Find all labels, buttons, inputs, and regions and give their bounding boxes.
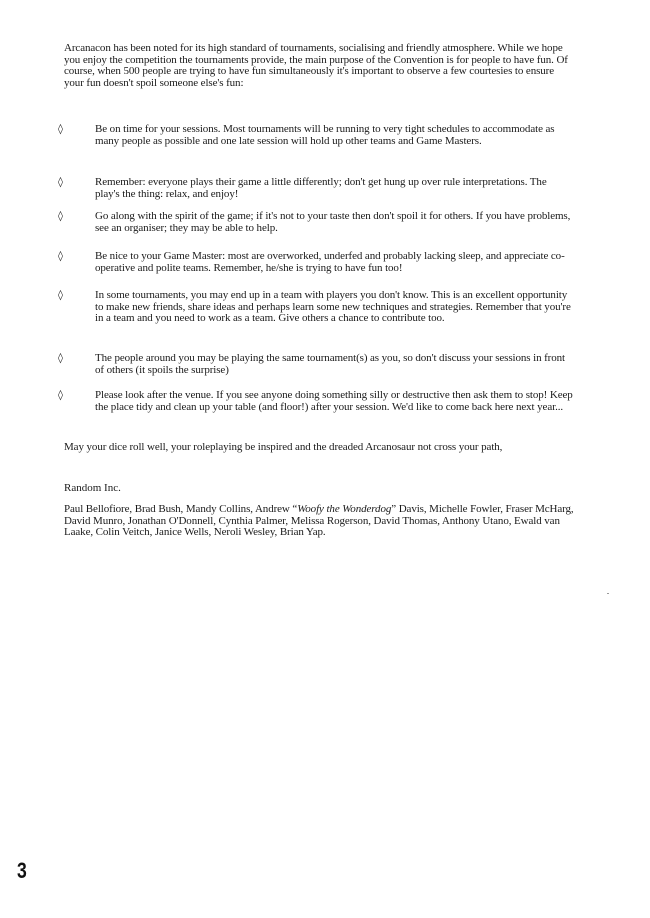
credits-nickname: Woofy the Wonderdog — [297, 503, 392, 515]
intro-paragraph: Arcanacon has been noted for its high standard of tournaments, socialising and friendly atmosphere. While we hope you enjoy the competition the tournaments provide, the main purpose of the Convention is for people to have fun. Of course, when 500 people are trying to have fun simultaneously it's important to observe a few courtesies to ensure your fun doesn't spoil someone else's fun: — [64, 42, 568, 89]
closing-paragraph: May your dice roll well, your roleplaying be inspired and the dreaded Arcanosaur not cross your path, — [64, 441, 503, 453]
credits-list — [64, 504, 574, 539]
list-item-text: Please look after the venue. If you see anyone doing something silly or destructive then ask them to stop! Keep the place tidy and clean up your table (and floor!) after your session. We'd like to come back here next year... — [95, 389, 573, 413]
credits-text-start: Paul Bellofiore, Brad Bush, Mandy Collins, Andrew “ — [64, 503, 298, 515]
credits-text-end: ” Davis, Michelle Fowler, Fraser McHarg, David Munro, Jonathan O'Donnell, Cynthia Palmer, Melissa Rogerson, David Thomas, Anthony Utano, Ewald van Laake, Colin Veitch, Janice Wells, Neroli Wesley, Brian Yap. — [64, 503, 574, 539]
signoff: Random Inc. — [64, 482, 121, 494]
list-item-text: Remember: everyone plays their game a little differently; don't get hung up over rule interpretations. The play's the thing: relax, and enjoy! — [95, 176, 547, 200]
scan-speck — [607, 593, 609, 594]
list-item-text: The people around you may be playing the same tournament(s) as you, so don't discuss your sessions in front of others (it spoils the surprise) — [95, 352, 566, 376]
list-item-text: Be nice to your Game Master: most are overworked, underfed and probably lacking sleep, and appreciate co-operative and polite teams. Remember, he/she is trying to have fun too! — [95, 250, 565, 274]
page-number: 3 — [17, 858, 27, 883]
diamond-bullet-icon: ◊ — [58, 124, 63, 135]
diamond-bullet-icon: ◊ — [58, 211, 63, 222]
list-item-text: Go along with the spirit of the game; if it's not to your taste then don't spoil it for others. If you have problems, see an organiser; they may be able to help. — [95, 210, 571, 234]
diamond-bullet-icon: ◊ — [58, 177, 63, 188]
diamond-bullet-icon: ◊ — [58, 353, 63, 364]
diamond-bullet-icon: ◊ — [58, 390, 63, 401]
list-item-text: In some tournaments, you may end up in a team with players you don't know. This is an excellent opportunity to make new friends, share ideas and perhaps learn some new techniques and strategies. Remember that you're in a team and you need to work as a team. Give others a chance to contribute too. — [95, 289, 571, 324]
diamond-bullet-icon: ◊ — [58, 251, 63, 262]
list-item-text: Be on time for your sessions. Most tournaments will be running to very tight schedules to accommodate as many people as possible and one late session will hold up other teams and Game Masters. — [95, 123, 555, 147]
diamond-bullet-icon: ◊ — [58, 290, 63, 301]
